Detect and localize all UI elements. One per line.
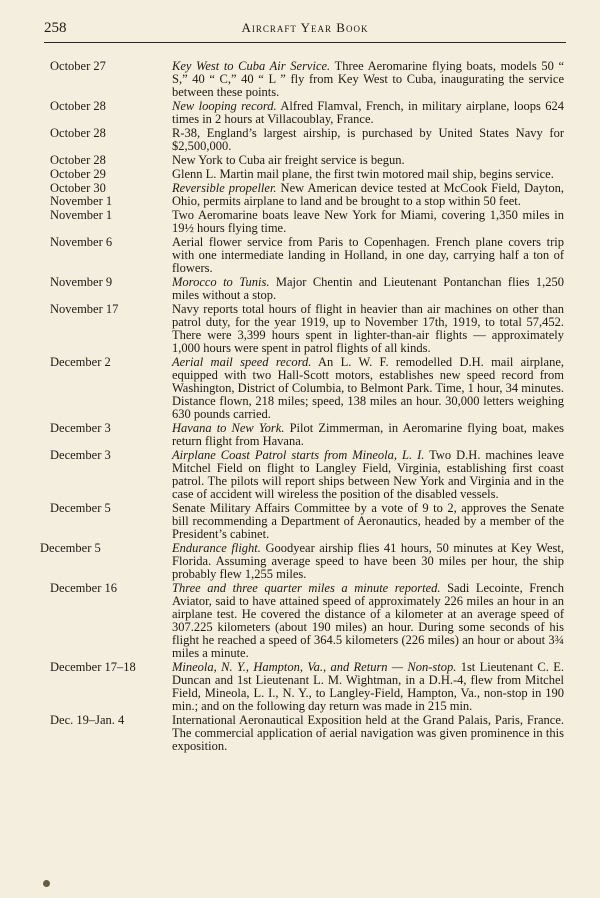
entry-text: Glenn L. Martin mail plane, the first twin motored mail ship, begins service. [172, 167, 554, 181]
entry-headline: Reversible propeller. [172, 181, 277, 195]
entry-description [172, 303, 564, 355]
chronology-entry [0, 356, 600, 421]
chronology-entry [0, 209, 600, 235]
entry-text: An L. W. F. remodelled D.H. mail airplane, equipped with two Hall-Scott motors, establishes new speed record from Washington, District of Columbia, to Belmont Park. Time, 1 hour, 34 minutes. Distance flown, 218 miles; speed, 138 miles an hour. 30,000 letters weighing 630 pounds carried. [172, 355, 564, 421]
chronology-entry [0, 236, 600, 275]
entry-description [172, 502, 564, 541]
entry-description [172, 276, 564, 302]
chronology-entry [0, 168, 600, 181]
chronology-entry [0, 582, 600, 660]
entry-headline: Three and three quarter miles a minute reported. [172, 581, 441, 595]
running-title: Aircraft Year Book [241, 20, 369, 35]
entry-date: October 30 November 1 [50, 181, 113, 208]
chronology-entry [0, 127, 600, 153]
entry-headline: Havana to New York. [172, 421, 285, 435]
entry-date: December 5 [50, 501, 111, 515]
chronology-entry [0, 100, 600, 126]
entry-date: December 16 [50, 581, 117, 595]
entry-text: Aerial flower service from Paris to Copenhagen. French plane covers trip with one intermediate landing in Holland, in one day, carrying half a ton of flowers. [172, 235, 564, 275]
entry-description [172, 127, 564, 153]
entry-description [172, 542, 564, 581]
chronology-entry [0, 422, 600, 448]
entry-text: New York to Cuba air freight service is begun. [172, 153, 405, 167]
chronology-entry [0, 714, 600, 753]
entry-description [172, 582, 564, 660]
chronology-entry [0, 542, 600, 581]
page-header [44, 18, 566, 43]
entry-date: October 27 [50, 59, 106, 73]
entry-description [172, 356, 564, 421]
entry-description [172, 661, 564, 713]
chronology-entry [0, 182, 600, 208]
entry-text: Two Aeromarine boats leave New York for Miami, covering 1,350 miles in 19½ hours flying time. [172, 208, 564, 235]
entry-date: December 5 [40, 541, 101, 555]
entry-text: Pilot Zimmerman, in Aeromarine flying boat, makes return flight from Havana. [172, 421, 564, 448]
entry-description [172, 100, 564, 126]
entry-date: November 1 [50, 208, 113, 222]
entry-date: December 3 [50, 448, 111, 462]
chronology-entry [0, 303, 600, 355]
entry-description [172, 182, 564, 208]
entry-text: Three Aeromarine flying boats, models 50 “ S,” 40 “ C,” 40 “ L ” fly from Key West to Cuba, inaugurating the service between these points. [172, 59, 564, 99]
entry-description [172, 60, 564, 99]
entry-date: Dec. 19–Jan. 4 [50, 713, 125, 727]
entry-headline: Key West to Cuba Air Service. [172, 59, 331, 73]
entry-text: New American device tested at McCook Field, Dayton, Ohio, permits airplane to land and be brought to a stop within 50 feet. [172, 181, 564, 208]
entry-description [172, 422, 564, 448]
entry-text: Alfred Flamval, French, in military airplane, loops 624 times in 2 hours at Villacoublay, France. [172, 99, 564, 126]
entry-headline: Morocco to Tunis. [172, 275, 270, 289]
page-number: 258 [44, 20, 67, 36]
chronology-entry [0, 449, 600, 501]
chronology-entry [0, 154, 600, 167]
entry-text: Navy reports total hours of flight in heavier than air machines on other than patrol duty, for the year 1919, up to November 17th, 1919, to total 57,452. There were 3,399 hours spent in lighter-than-air flights — approximately 1,000 hours were spent in patrol flights of all kinds. [172, 302, 564, 355]
entry-date: November 17 [50, 302, 119, 316]
entry-text: International Aeronautical Exposition held at the Grand Palais, Paris, France. The commercial application of aerial navigation was given prominence in this exposition. [172, 713, 564, 753]
entry-text: Sadi Lecointe, French Aviator, said to have attained speed of approximately 226 miles an hour in an airplane test. He covered the distance of a kilometer at an average speed of 307.225 kilometers (about 190 miles) an hour. During some seconds of his flight he reached a speed of 364.5 kilometers (226 miles) an hour or about 3¾ miles a minute. [172, 581, 564, 660]
entry-date: November 6 [50, 235, 113, 249]
entry-headline: Aerial mail speed record. [172, 355, 312, 369]
entry-text: Senate Military Affairs Committee by a vote of 9 to 2, approves the Senate bill recommending a Department of Aeronautics, headed by a member of the President’s cabinet. [172, 501, 564, 541]
chronology-entry [0, 661, 600, 713]
entry-date: December 2 [50, 355, 111, 369]
entry-description [172, 168, 564, 181]
entry-text: R-38, England’s largest airship, is purchased by United States Navy for $2,500,000. [172, 126, 564, 153]
entry-description [172, 714, 564, 753]
entry-date: December 17–18 [50, 660, 136, 674]
entry-description [172, 209, 564, 235]
entry-date: October 28 [50, 126, 106, 140]
entry-headline: Mineola, N. Y., Hampton, Va., and Return — Non-stop. [172, 660, 457, 674]
chronology-entry [0, 502, 600, 541]
chronology-list [0, 60, 600, 754]
entry-text: Two D.H. machines leave Mitchel Field on flight to Langley Field, Virginia, establishing first coast patrol. The pilots will report ships between New York and Virginia and in the case of accident will wireless the position of the disabled vessels. [172, 448, 564, 501]
entry-date: October 29 [50, 167, 106, 181]
page-blemish [43, 880, 50, 887]
entry-headline: Airplane Coast Patrol starts from Mineola, L. I. [172, 448, 425, 462]
entry-description [172, 236, 564, 275]
entry-text: Goodyear airship flies 41 hours, 50 minutes at Key West, Florida. Assuming average speed to have been 30 miles per hour, the ship probably flew 1,255 miles. [172, 541, 564, 581]
entry-text: 1st Lieutenant C. E. Duncan and 1st Lieutenant L. M. Wightman, in a D.H.-4, flew from Mitchel Field, Mineola, L. I., N. Y., to Langley-Field, Hampton, Va., non-stop in 190 min.; and on the following day return was made in 215 min. [172, 660, 564, 713]
entry-headline: Endurance flight. [172, 541, 261, 555]
entry-description [172, 154, 564, 167]
entry-description [172, 449, 564, 501]
entry-date: October 28 [50, 153, 106, 167]
entry-date: December 3 [50, 421, 111, 435]
entry-date: October 28 [50, 99, 106, 113]
chronology-entry [0, 276, 600, 302]
entry-headline: New looping record. [172, 99, 277, 113]
chronology-entry [0, 60, 600, 99]
entry-text: Major Chentin and Lieutenant Pontanchan flies 1,250 miles without a stop. [172, 275, 564, 302]
entry-date: November 9 [50, 275, 113, 289]
